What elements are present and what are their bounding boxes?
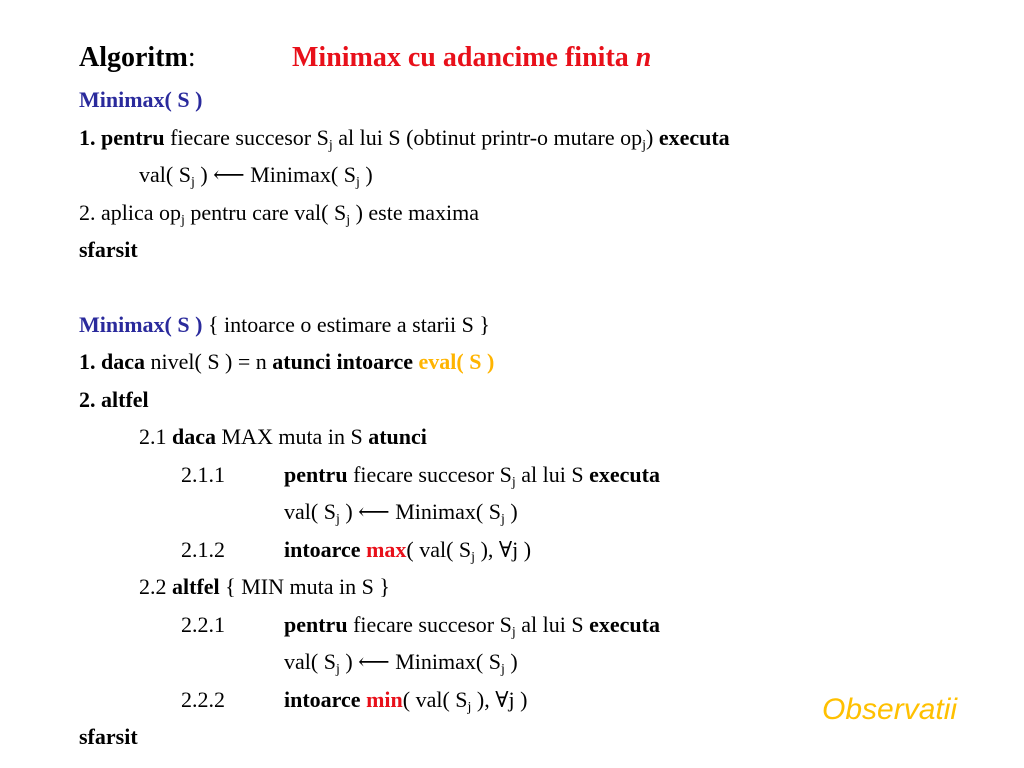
slide-title: Algoritm: Minimax cu adancime finita n: [79, 42, 652, 73]
algo2-step2-1-1: pentru fiecare succesor $S_j$ al lui S executa: [284, 462, 660, 490]
algo2-step2-2-2: intoarce min( val( $S_j$ ), ∀j ): [284, 687, 528, 715]
algo2-step2-1-2-num: 2.1.2: [181, 537, 225, 562]
algo2-step2-2-1: pentru fiecare succesor $S_j$ al lui S executa: [284, 612, 660, 640]
algo2-step2-1-1-num: 2.1.1: [181, 462, 225, 487]
algo2-header: Minimax( S ) { intoarce o estimare a starii S }: [79, 312, 490, 337]
algo2-step2-1-1-body: val( $S_j$ ) ⟵ Minimax( $S_j$ ): [284, 499, 518, 527]
algo2-step2: 2. altfel: [79, 387, 149, 412]
algoritm-label: Algoritm: [79, 42, 188, 73]
title-heading: Minimax cu adancime finita n: [292, 42, 652, 73]
algo1-step1-body: val( $S_j$ ) ⟵ Minimax( $S_j$ ): [139, 162, 373, 190]
algo2-step2-2: 2.2 altfel { MIN muta in S }: [139, 574, 390, 599]
algo2-step2-1: 2.1 daca MAX muta in S atunci: [139, 424, 427, 449]
algo1-step1: 1. pentru fiecare succesor $S_j$ al lui S (obtinut printr-o mutare $op_j$) executa: [79, 125, 730, 153]
algo2-comment: { intoarce o estimare a starii S }: [207, 312, 490, 337]
algo1-end: sfarsit: [79, 237, 138, 262]
algo2-end: sfarsit: [79, 724, 138, 749]
observatii-link[interactable]: Observatii: [822, 693, 958, 726]
algo1-step2: 2. aplica $op_j$ pentru care val( $S_j$ ) este maxima: [79, 200, 479, 228]
algo1-header: Minimax( S ): [79, 87, 203, 112]
algo2-step1: 1. daca nivel( S ) = n atunci intoarce eval( S ): [79, 349, 495, 374]
algo2-step2-2-1-body: val( $S_j$ ) ⟵ Minimax( $S_j$ ): [284, 649, 518, 677]
algo2-step2-1-2: intoarce max( val( $S_j$ ), ∀j ): [284, 537, 532, 565]
algo2-step2-2-2-num: 2.2.2: [181, 687, 225, 712]
algo2-step2-2-1-num: 2.2.1: [181, 612, 225, 637]
